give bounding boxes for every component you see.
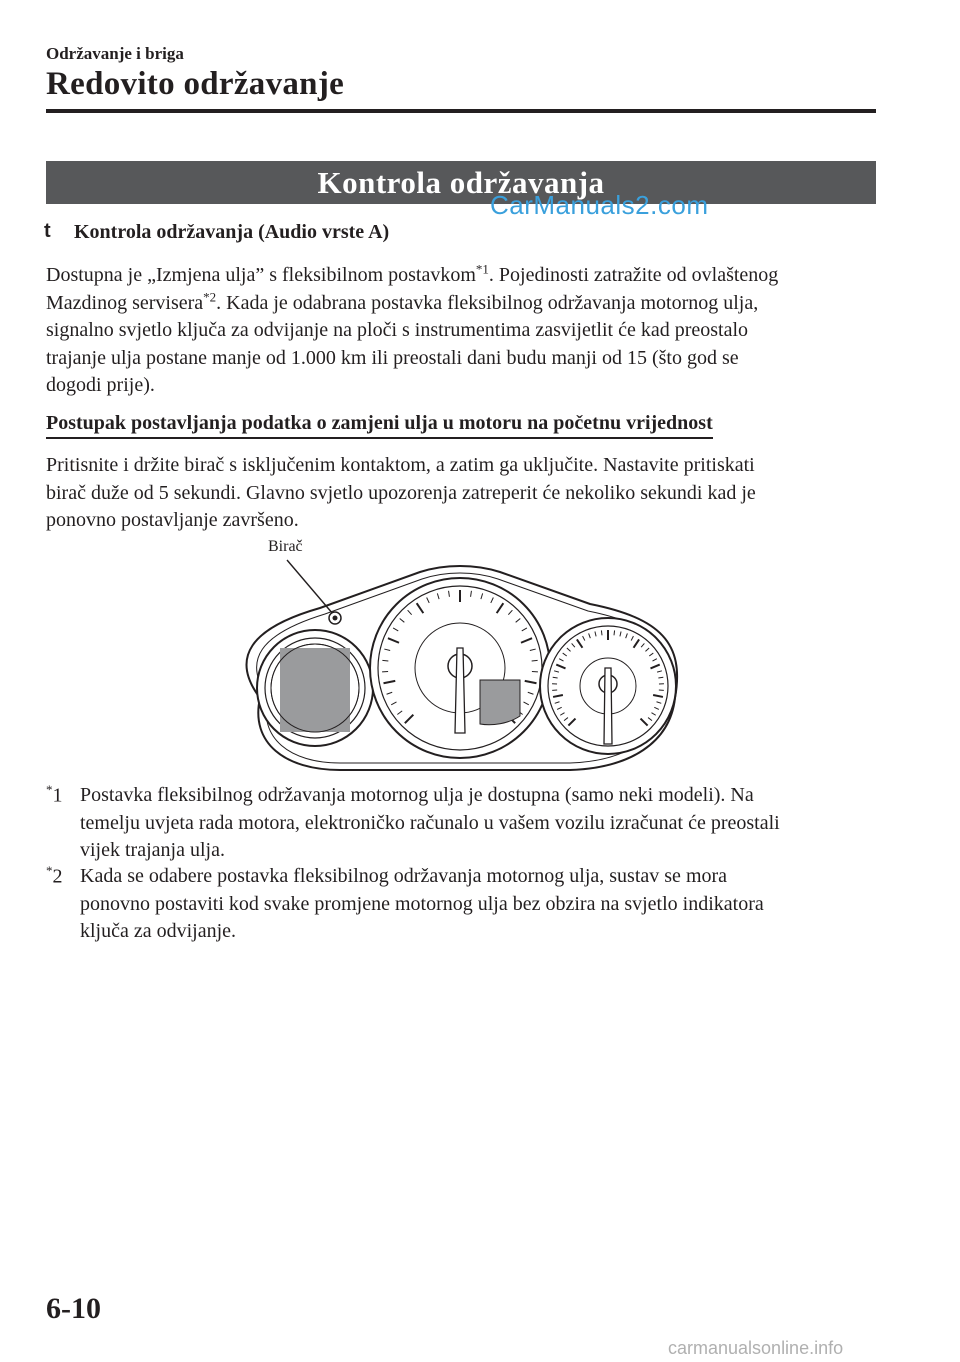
text-line: ponovno postavljanje završeno. xyxy=(46,509,299,531)
text-line: Mazdinog servisera$^{*2}$. Kada je odabrana postavka fleksibilnog održavanja motornog ulja, xyxy=(46,288,759,314)
watermark: CarManuals2.com xyxy=(490,190,709,220)
title-rule xyxy=(46,109,876,113)
dial-knob-center xyxy=(333,616,338,621)
center-gauge-display xyxy=(480,680,520,725)
text-line: dogodi prije). xyxy=(46,374,155,396)
banner-title: Kontrola održavanja xyxy=(317,165,605,200)
subsection-heading: Kontrola održavanja (Audio vrste A) xyxy=(74,221,390,243)
text-line: Dostupna je „Izmjena ulja” s fleksibilnom postavkom$^{*1}$. Pojedinosti zatražite od ovlaštenog xyxy=(46,261,779,286)
text-line: trajanje ulja postane manje od 1.000 km ili preostali dani budu manji od 15 (što god se xyxy=(46,346,739,369)
footnote-1 xyxy=(80,782,890,865)
text-line: vijek trajanja ulja. xyxy=(80,839,225,861)
center-gauge-needle xyxy=(455,648,465,733)
footnote-ref: *2 xyxy=(203,288,217,304)
footnote-2 xyxy=(80,863,890,946)
footer-watermark: carmanualsonline.info xyxy=(668,1338,844,1358)
footnote-1-marker: *1 xyxy=(46,782,63,807)
text-line: Kada se odabere postavka fleksibilnog održavanja motornog ulja, sustav se mora xyxy=(80,865,728,887)
dial-label: Birač xyxy=(268,538,303,555)
gauge-tick xyxy=(614,630,615,635)
section-banner xyxy=(46,161,876,204)
procedure-paragraph xyxy=(46,452,886,535)
page-number: 6-10 xyxy=(46,1292,101,1325)
text-line: ključa za odvijanje. xyxy=(80,920,237,942)
intro-paragraph xyxy=(46,262,886,400)
text-line: Postavka fleksibilnog održavanja motornog ulja je dostupna (samo neki modeli). Na xyxy=(80,784,754,806)
left-gauge-display xyxy=(280,648,350,732)
subsection-marker: t xyxy=(44,220,51,242)
footnote-ref: *1 xyxy=(475,261,489,277)
page-title: Redovito održavanje xyxy=(46,66,345,102)
procedure-heading: Postupak postavljanja podatka o zamjeni ulja u motoru na početnu vrijednost xyxy=(46,412,713,439)
text-line: temelju uvjeta rada motora, elektroničko računalo u vašem vozilu izračunat će preostali xyxy=(80,811,780,834)
footnote-2-marker: *2 xyxy=(46,863,63,888)
text-line: signalno svjetlo ključa za odvijanje na ploči s instrumentima zasvijetlit će kad preostalo xyxy=(46,319,749,341)
text-line: ponovno postaviti kod svake promjene motornog ulja bez obzira na svjetlo indikatora xyxy=(80,892,764,915)
gauge-tick xyxy=(601,630,602,635)
text-line: birač duže od 5 sekundi. Glavno svjetlo upozorenja zatreperit će nekoliko sekundi kad je xyxy=(46,481,756,504)
section-kicker: Održavanje i briga xyxy=(46,44,184,63)
instrument-cluster-illustration xyxy=(230,548,690,778)
gauge-tick xyxy=(382,660,388,661)
text-line: Pritisnite i držite birač s isključenim kontaktom, a zatim ga uključite. Nastavite pritiskati xyxy=(46,454,755,476)
right-gauge-needle xyxy=(604,668,612,744)
gauge-tick xyxy=(532,660,538,661)
